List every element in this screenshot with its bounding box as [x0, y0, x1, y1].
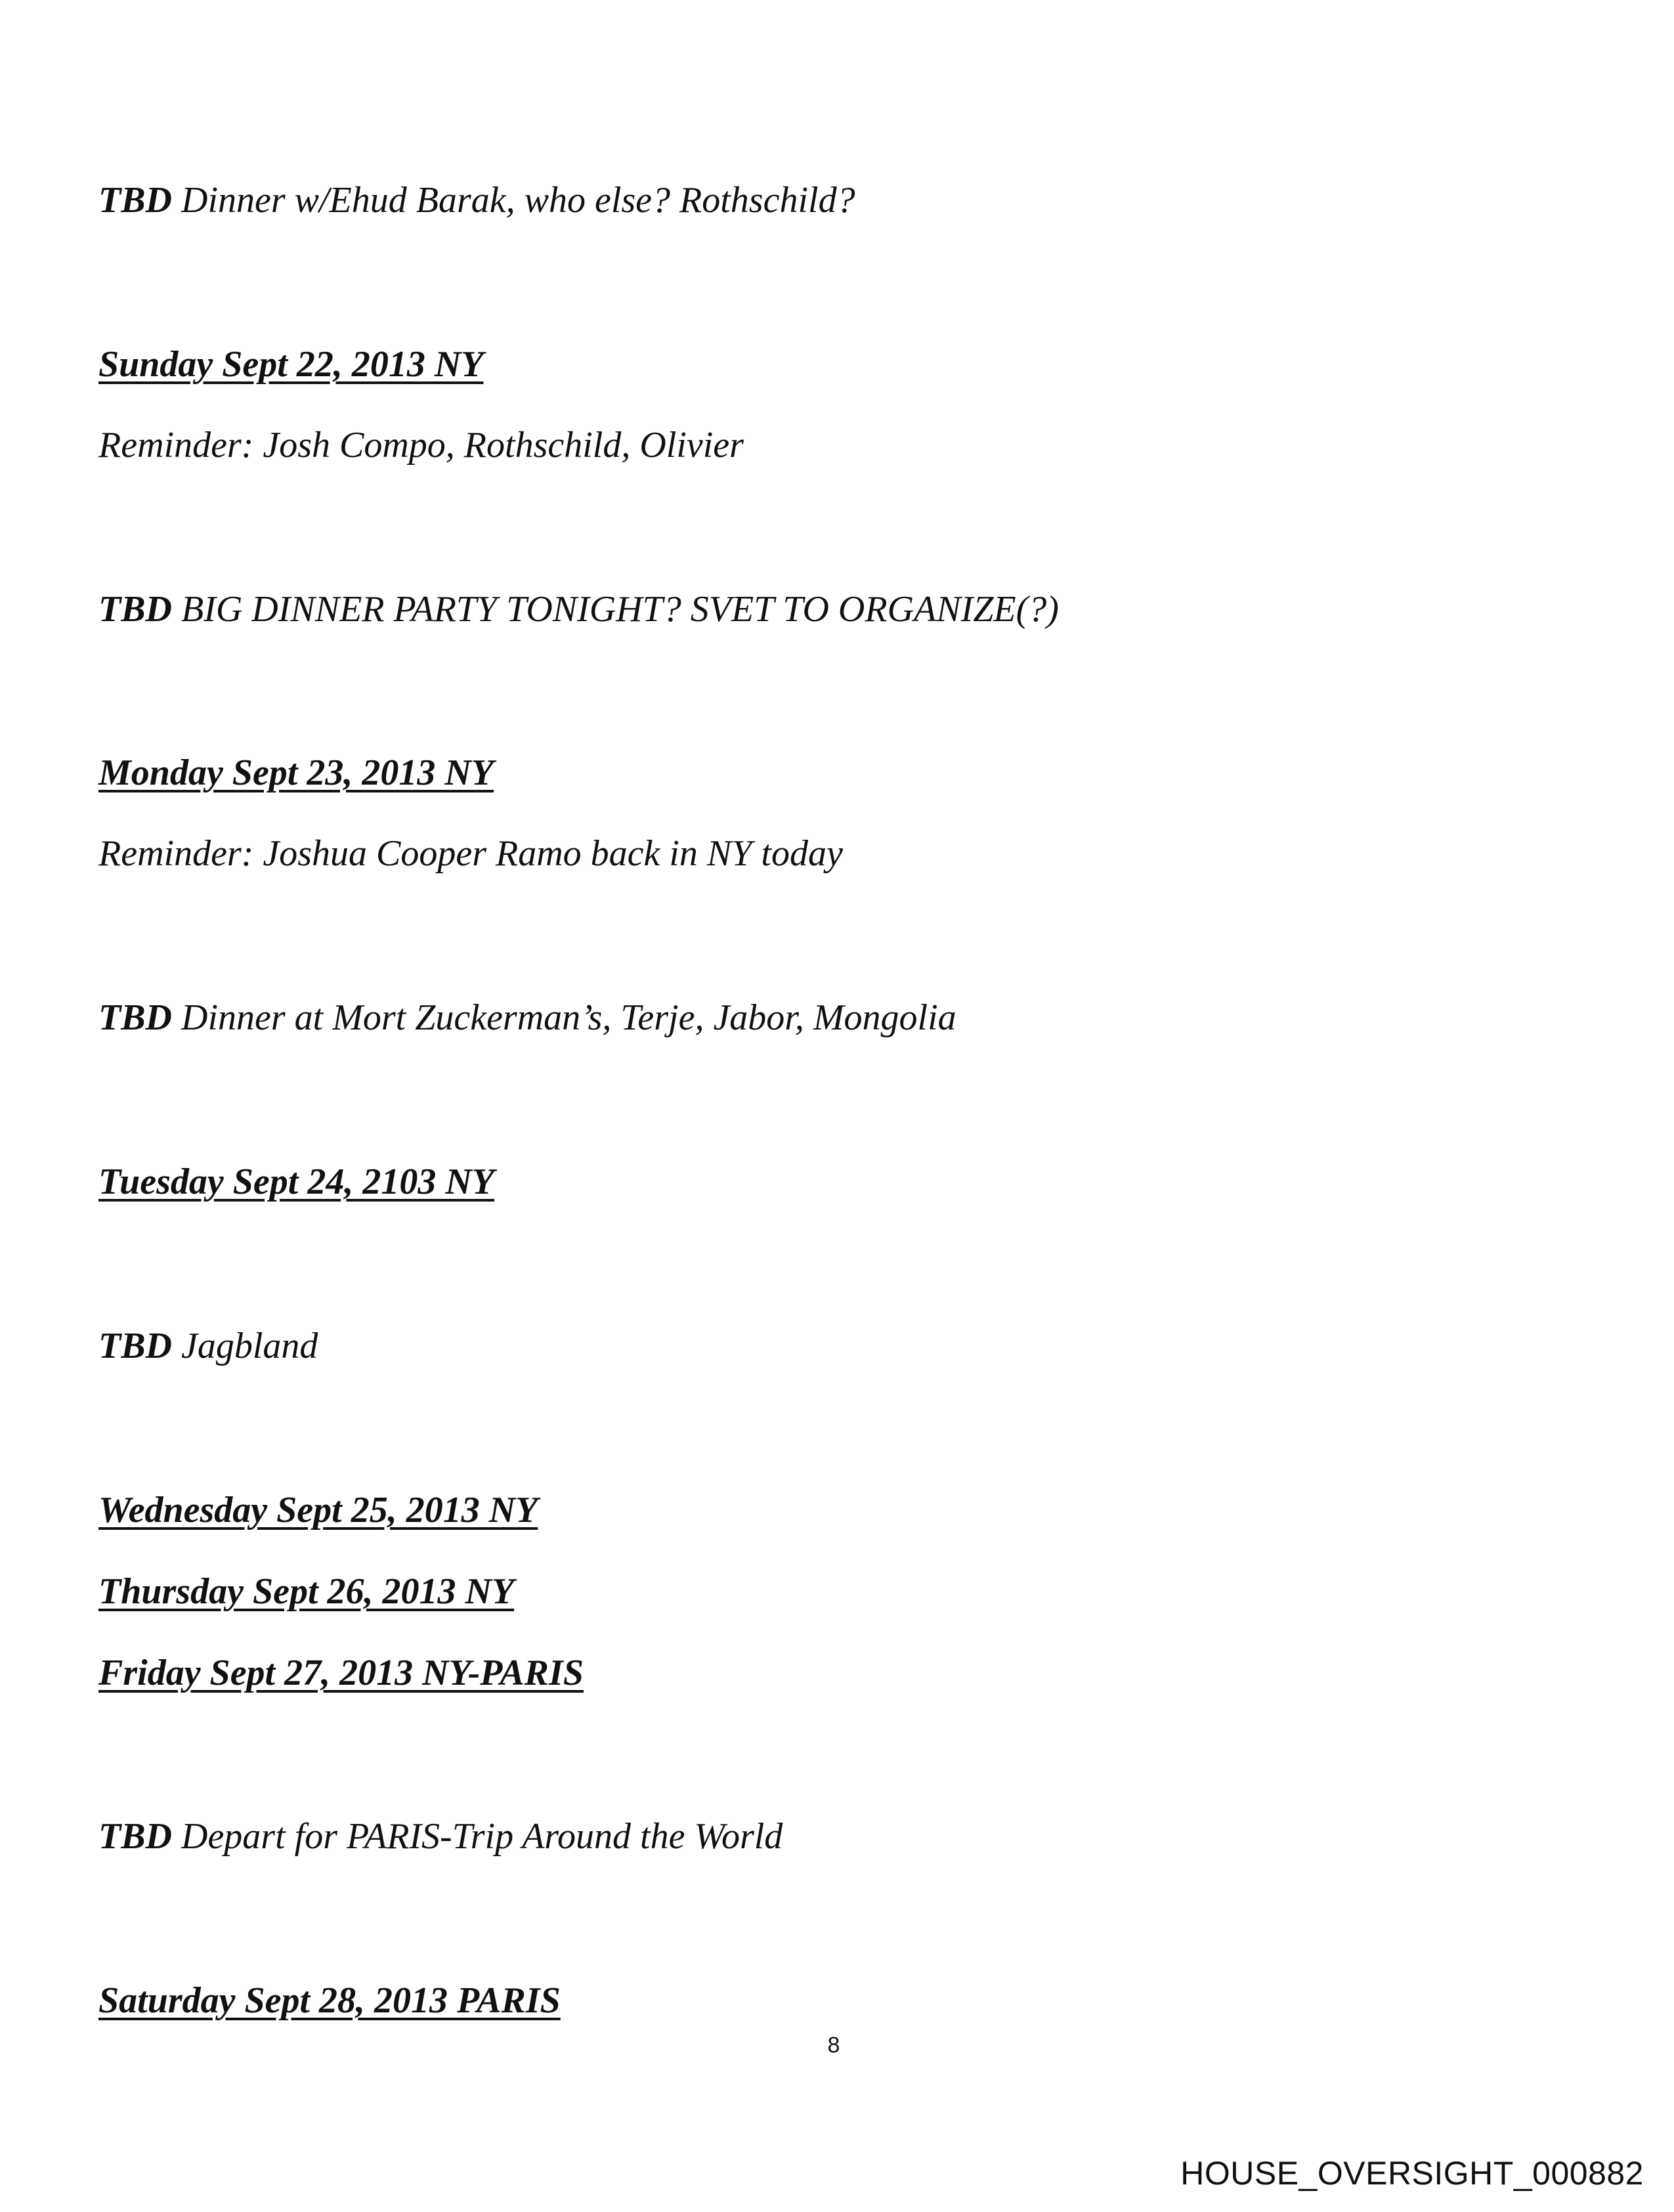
- entry-text: Jagbland: [172, 1326, 318, 1366]
- tbd-label: TBD: [98, 1326, 172, 1366]
- tbd-label: TBD: [98, 997, 172, 1038]
- entry-text: Dinner at Mort Zuckerman’s, Terje, Jabor, Mongolia: [172, 997, 956, 1038]
- tbd-label: TBD: [98, 180, 172, 221]
- tbd-entry-dinner-barak: [98, 177, 855, 223]
- tbd-entry-dinner-zuckerman: [98, 995, 956, 1041]
- document-id-footer: HOUSE_OVERSIGHT_000882: [1180, 2155, 1644, 2192]
- tbd-entry-dinner-party: [98, 586, 1059, 632]
- day-heading-friday: Friday Sept 27, 2013 NY-PARIS: [98, 1653, 584, 1693]
- day-heading-tuesday: Tuesday Sept 24, 2103 NY: [98, 1161, 494, 1202]
- tbd-label: TBD: [98, 1816, 172, 1857]
- day-heading-wednesday: Wednesday Sept 25, 2013 NY: [98, 1490, 538, 1530]
- tbd-entry-jagbland: [98, 1323, 318, 1369]
- page-number: 8: [827, 2033, 840, 2058]
- reminder-monday: Reminder: Joshua Cooper Ramo back in NY today: [98, 833, 843, 874]
- entry-text: BIG DINNER PARTY TONIGHT? SVET TO ORGANIZE(?): [172, 589, 1059, 630]
- tbd-entry-depart-paris: [98, 1813, 783, 1859]
- day-heading-sunday: Sunday Sept 22, 2013 NY: [98, 344, 484, 385]
- tbd-label: TBD: [98, 589, 172, 630]
- reminder-sunday: Reminder: Josh Compo, Rothschild, Olivier: [98, 425, 744, 466]
- day-heading-thursday: Thursday Sept 26, 2013 NY: [98, 1571, 515, 1612]
- day-heading-monday: Monday Sept 23, 2013 NY: [98, 752, 494, 793]
- day-heading-saturday: Saturday Sept 28, 2013 PARIS: [98, 1980, 561, 2021]
- entry-text: Depart for PARIS-Trip Around the World: [172, 1816, 783, 1857]
- entry-text: Dinner w/Ehud Barak, who else? Rothschild?: [172, 180, 855, 221]
